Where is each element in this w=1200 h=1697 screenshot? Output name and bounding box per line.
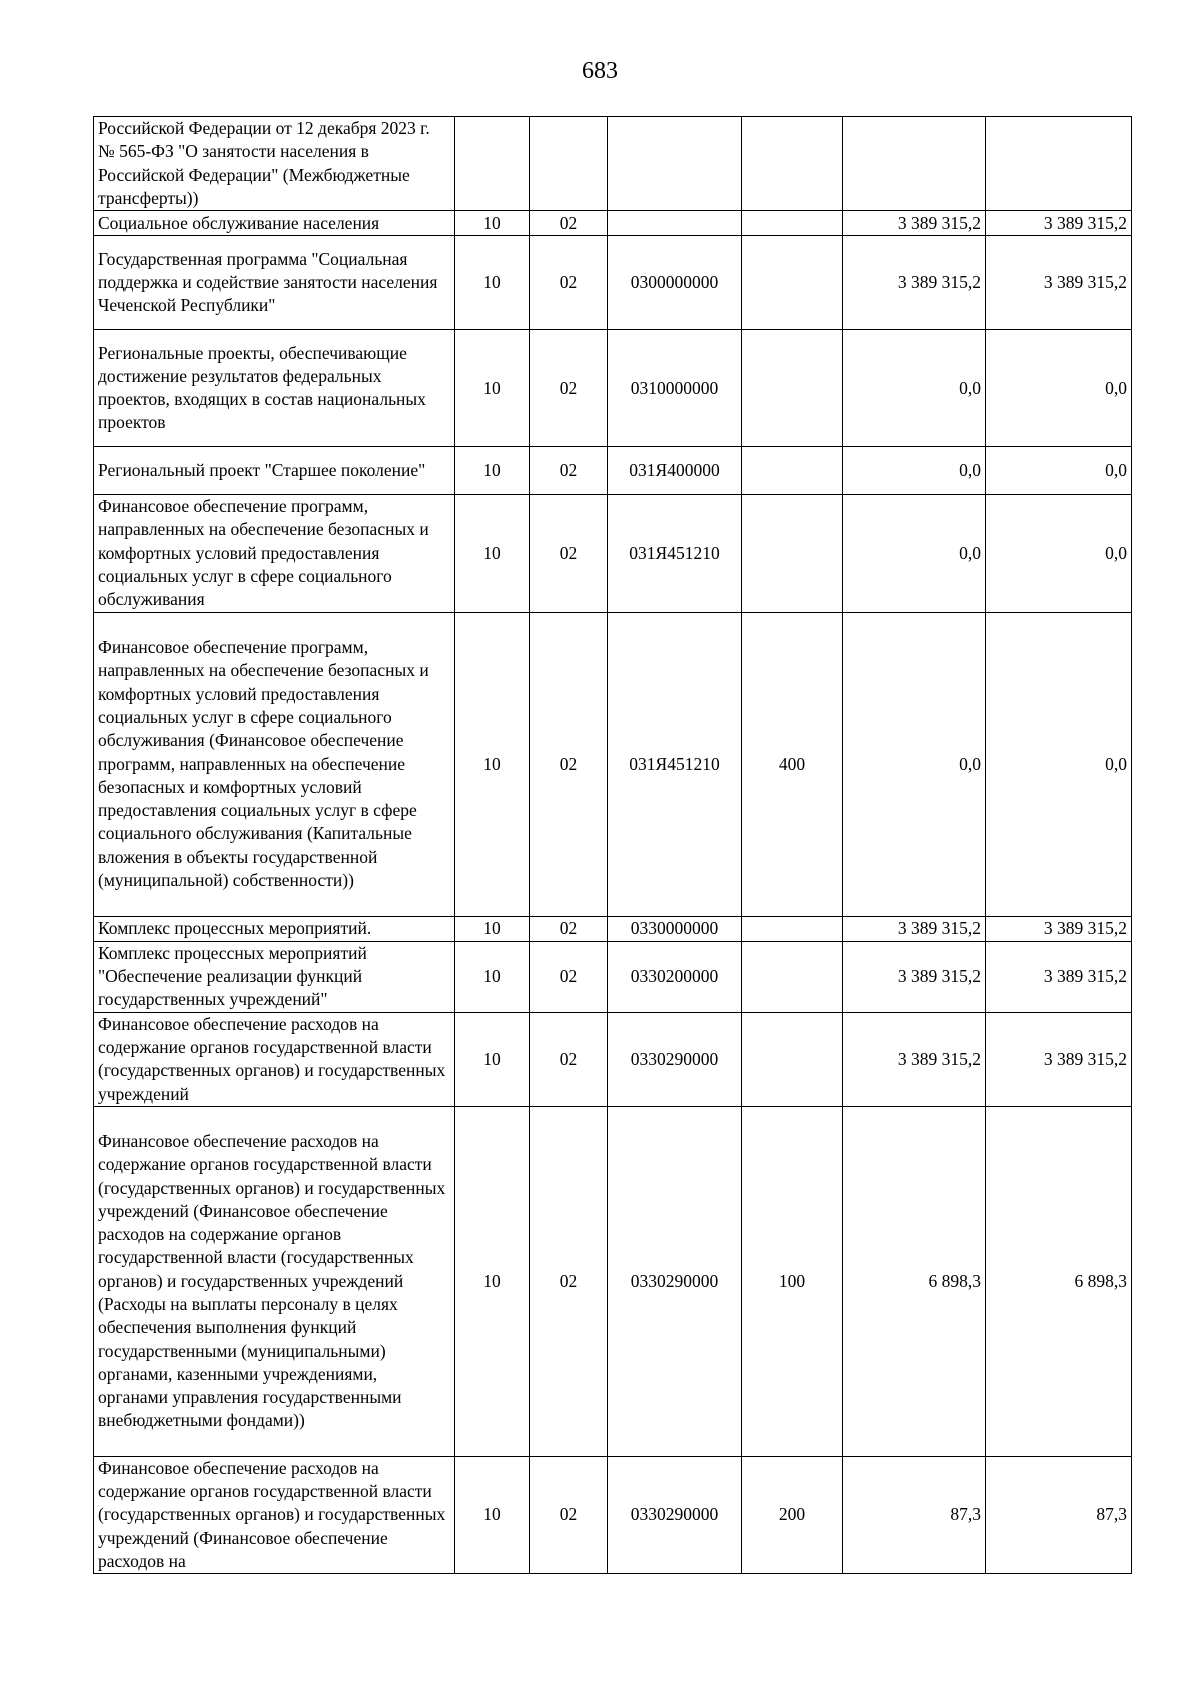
- row-name-cell: Финансовое обеспечение расходов на содержание органов государственной власти (государственных органов) и государственных учреждений: [94, 1012, 455, 1106]
- expense-type-cell: [742, 495, 843, 612]
- row-name-cell: Социальное обслуживание населения: [94, 211, 455, 236]
- expense-type-cell: 400: [742, 612, 843, 916]
- expense-type-cell: [742, 236, 843, 330]
- section-code-cell: 10: [455, 1106, 530, 1456]
- section-code-cell: 10: [455, 495, 530, 612]
- target-article-cell: [608, 211, 742, 236]
- table-row: [94, 1012, 1132, 1106]
- section-code-cell: [455, 117, 530, 211]
- table-row: [94, 612, 1132, 916]
- amount-year2-cell: 3 389 315,2: [986, 211, 1132, 236]
- target-article-cell: 0330290000: [608, 1012, 742, 1106]
- subsection-code-cell: [530, 117, 608, 211]
- row-name-cell: Финансовое обеспечение программ, направленных на обеспечение безопасных и комфортных условий предоставления социальных услуг в сфере социального обслуживания (Финансовое обеспечение программ, направленных на обеспечение безопасных и комфортных условий предоставления социальных услуг в сфере социального обслуживания (Капитальные вложения в объекты государственной (муниципальной) собственности)): [94, 612, 455, 916]
- table-row: [94, 211, 1132, 236]
- amount-year2-cell: 3 389 315,2: [986, 1012, 1132, 1106]
- target-article-cell: 0330200000: [608, 941, 742, 1012]
- target-article-cell: 0330290000: [608, 1106, 742, 1456]
- amount-year2-cell: 0,0: [986, 495, 1132, 612]
- table-row: [94, 447, 1132, 495]
- amount-year1-cell: 0,0: [843, 330, 986, 447]
- expense-type-cell: 100: [742, 1106, 843, 1456]
- target-article-cell: 0300000000: [608, 236, 742, 330]
- subsection-code-cell: 02: [530, 211, 608, 236]
- amount-year2-cell: 0,0: [986, 612, 1132, 916]
- expense-type-cell: 200: [742, 1456, 843, 1573]
- expense-type-cell: [742, 916, 843, 941]
- amount-year2-cell: 3 389 315,2: [986, 941, 1132, 1012]
- section-code-cell: 10: [455, 1456, 530, 1573]
- subsection-code-cell: 02: [530, 612, 608, 916]
- expense-type-cell: [742, 941, 843, 1012]
- budget-table: [93, 116, 1132, 1574]
- row-name-cell: Российской Федерации от 12 декабря 2023 г. № 565-ФЗ "О занятости населения в Российской Федерации" (Межбюджетные трансферты)): [94, 117, 455, 211]
- amount-year1-cell: 3 389 315,2: [843, 236, 986, 330]
- expense-type-cell: [742, 1012, 843, 1106]
- target-article-cell: 031Я451210: [608, 612, 742, 916]
- amount-year1-cell: 0,0: [843, 447, 986, 495]
- row-name-cell: Государственная программа "Социальная поддержка и содействие занятости населения Чеченской Республики": [94, 236, 455, 330]
- subsection-code-cell: 02: [530, 916, 608, 941]
- target-article-cell: 031Я451210: [608, 495, 742, 612]
- target-article-cell: 0330290000: [608, 1456, 742, 1573]
- section-code-cell: 10: [455, 447, 530, 495]
- amount-year2-cell: 0,0: [986, 447, 1132, 495]
- subsection-code-cell: 02: [530, 330, 608, 447]
- subsection-code-cell: 02: [530, 1456, 608, 1573]
- subsection-code-cell: 02: [530, 941, 608, 1012]
- table-row: [94, 1106, 1132, 1456]
- row-name-cell: Региональный проект "Старшее поколение": [94, 447, 455, 495]
- table-row: [94, 916, 1132, 941]
- amount-year2-cell: 3 389 315,2: [986, 916, 1132, 941]
- table-row: [94, 495, 1132, 612]
- amount-year1-cell: 3 389 315,2: [843, 916, 986, 941]
- expense-type-cell: [742, 330, 843, 447]
- subsection-code-cell: 02: [530, 495, 608, 612]
- expense-type-cell: [742, 447, 843, 495]
- amount-year1-cell: 3 389 315,2: [843, 941, 986, 1012]
- subsection-code-cell: 02: [530, 236, 608, 330]
- page-number: 683: [582, 58, 618, 84]
- section-code-cell: 10: [455, 330, 530, 447]
- subsection-code-cell: 02: [530, 1106, 608, 1456]
- amount-year1-cell: 3 389 315,2: [843, 1012, 986, 1106]
- amount-year1-cell: [843, 117, 986, 211]
- target-article-cell: [608, 117, 742, 211]
- target-article-cell: 0330000000: [608, 916, 742, 941]
- row-name-cell: Финансовое обеспечение программ, направленных на обеспечение безопасных и комфортных условий предоставления социальных услуг в сфере социального обслуживания: [94, 495, 455, 612]
- expense-type-cell: [742, 211, 843, 236]
- amount-year2-cell: 3 389 315,2: [986, 236, 1132, 330]
- section-code-cell: 10: [455, 1012, 530, 1106]
- amount-year1-cell: 0,0: [843, 495, 986, 612]
- section-code-cell: 10: [455, 236, 530, 330]
- table-row: [94, 330, 1132, 447]
- target-article-cell: 031Я400000: [608, 447, 742, 495]
- table-row: [94, 117, 1132, 211]
- row-name-cell: Финансовое обеспечение расходов на содержание органов государственной власти (государственных органов) и государственных учреждений (Финансовое обеспечение расходов на содержание органов государственной власти (государственных органов) и государственных учреждений (Расходы на выплаты персоналу в целях обеспечения выполнения функций государственными (муниципальными) органами, казенными учреждениями, органами управления государственными внебюджетными фондами)): [94, 1106, 455, 1456]
- row-name-cell: Региональные проекты, обеспечивающие достижение результатов федеральных проектов, входящих в состав национальных проектов: [94, 330, 455, 447]
- amount-year2-cell: 6 898,3: [986, 1106, 1132, 1456]
- amount-year1-cell: 0,0: [843, 612, 986, 916]
- amount-year2-cell: 87,3: [986, 1456, 1132, 1573]
- section-code-cell: 10: [455, 211, 530, 236]
- section-code-cell: 10: [455, 916, 530, 941]
- subsection-code-cell: 02: [530, 447, 608, 495]
- section-code-cell: 10: [455, 612, 530, 916]
- table-row: [94, 236, 1132, 330]
- amount-year2-cell: [986, 117, 1132, 211]
- amount-year2-cell: 0,0: [986, 330, 1132, 447]
- row-name-cell: Комплекс процессных мероприятий.: [94, 916, 455, 941]
- amount-year1-cell: 87,3: [843, 1456, 986, 1573]
- amount-year1-cell: 6 898,3: [843, 1106, 986, 1456]
- target-article-cell: 0310000000: [608, 330, 742, 447]
- table-row: [94, 1456, 1132, 1573]
- expense-type-cell: [742, 117, 843, 211]
- table-row: [94, 941, 1132, 1012]
- section-code-cell: 10: [455, 941, 530, 1012]
- amount-year1-cell: 3 389 315,2: [843, 211, 986, 236]
- row-name-cell: Комплекс процессных мероприятий "Обеспечение реализации функций государственных учреждений": [94, 941, 455, 1012]
- subsection-code-cell: 02: [530, 1012, 608, 1106]
- row-name-cell: Финансовое обеспечение расходов на содержание органов государственной власти (государственных органов) и государственных учреждений (Финансовое обеспечение расходов на: [94, 1456, 455, 1573]
